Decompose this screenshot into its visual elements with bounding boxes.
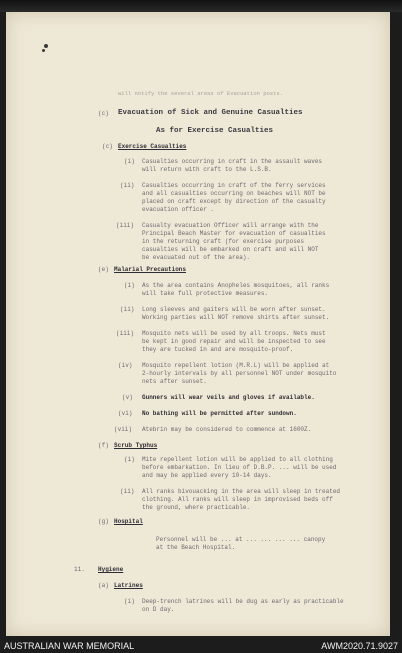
item-text: Mosquito repellent lotion (M.R.L) will be applied at 2-hourly intervals by all personnel NOT under mosquito nets after sunset. [142, 362, 337, 385]
punch-hole [44, 44, 48, 48]
section-label: 11. [74, 566, 85, 573]
item-label: (iv) [118, 362, 133, 369]
document-subtitle: As for Exercise Casualties [156, 127, 274, 135]
section-heading: Latrines [114, 582, 143, 589]
footer-institution: AUSTRALIAN WAR MEMORIAL [4, 641, 135, 651]
item-text: Casualty evacuation Officer will arrange with the Principal Beach Master for evacuation of casualties in the returning craft (for exercise purposes casualties will be embarked on craft and will NOT be evacuated out of the area). [142, 222, 326, 261]
item-text: Long sleeves and gaiters will be worn after sunset. Working parties will NOT remove shirts after sunset. [142, 306, 330, 321]
item-label: (ii) [120, 306, 135, 313]
section-label: (c) [102, 143, 113, 150]
item-text: No bathing will be permitted after sundown. [142, 410, 297, 417]
section-heading: Hospital [114, 518, 143, 525]
scan-top-edge [0, 0, 402, 12]
item-label: (i) [124, 282, 135, 289]
section-heading: Malarial Precautions [114, 266, 187, 273]
punch-hole [42, 49, 45, 52]
item-text: Gunners will wear veils and gloves if available. [142, 394, 315, 401]
item-text: Casualties occurring in craft of the ferry services and all casualties occurring on beaches will NOT be placed on craft except by direction of the casualty evacuation officer . [142, 182, 326, 213]
item-label: (vi) [118, 410, 133, 417]
item-text: Atebrin may be considered to commence at 1600Z. [142, 426, 312, 433]
section-label: (f) [98, 442, 109, 449]
section-heading: Hygiene [98, 566, 124, 573]
item-label: (v) [122, 394, 133, 401]
item-text: Casualties occurring in craft in the assault waves will return with craft to the L.S.B. [142, 158, 323, 173]
document-page [6, 12, 390, 636]
footer-accession-number: AWM2020.71.9027 [321, 641, 398, 651]
item-label: (iii) [116, 330, 135, 337]
item-label: (vii) [114, 426, 133, 433]
section-label: (a) [98, 582, 109, 589]
item-label: (i) [124, 158, 135, 165]
item-label: (i) [124, 456, 135, 463]
item-text: As the area contains Anopheles mosquitoes, all ranks will take full protective measures. [142, 282, 330, 297]
archive-footer [0, 638, 402, 653]
item-label: (i) [124, 598, 135, 605]
item-text: All ranks bivouacking in the area will sleep in treated clothing. All ranks will sleep in improvised beds off the ground, where practicable. [142, 488, 341, 511]
item-label: (iii) [116, 222, 135, 229]
section-heading: Exercise Casualties [118, 143, 187, 150]
document-title: Evacuation of Sick and Genuine Casualties [118, 109, 303, 117]
item-label: (ii) [120, 182, 135, 189]
item-text: Deep-trench latrines will be dug as early as practicable on D day. [142, 598, 344, 613]
section-label: (c) [98, 110, 109, 117]
item-text: Mosquito nets will be used by all troops. Nets must be kept in good repair and will be inspected to see they are tucked in and are mosquito-proof. [142, 330, 326, 353]
item-text: Personnel will be ... at ... ... ... ... canopy at the Beach Hospital. [156, 536, 326, 551]
section-label: (e) [98, 266, 109, 273]
top-faint-line: will notify the several areas of Evacuation posts. [118, 90, 284, 97]
item-text: Mite repellent lotion will be applied to all clothing before embarkation. In lieu of D.B.P. ... will be used and may be applied every 10-14 days. [142, 456, 337, 479]
item-label: (ii) [120, 488, 135, 495]
section-label: (g) [98, 518, 109, 525]
section-heading: Scrub Typhus [114, 442, 158, 449]
